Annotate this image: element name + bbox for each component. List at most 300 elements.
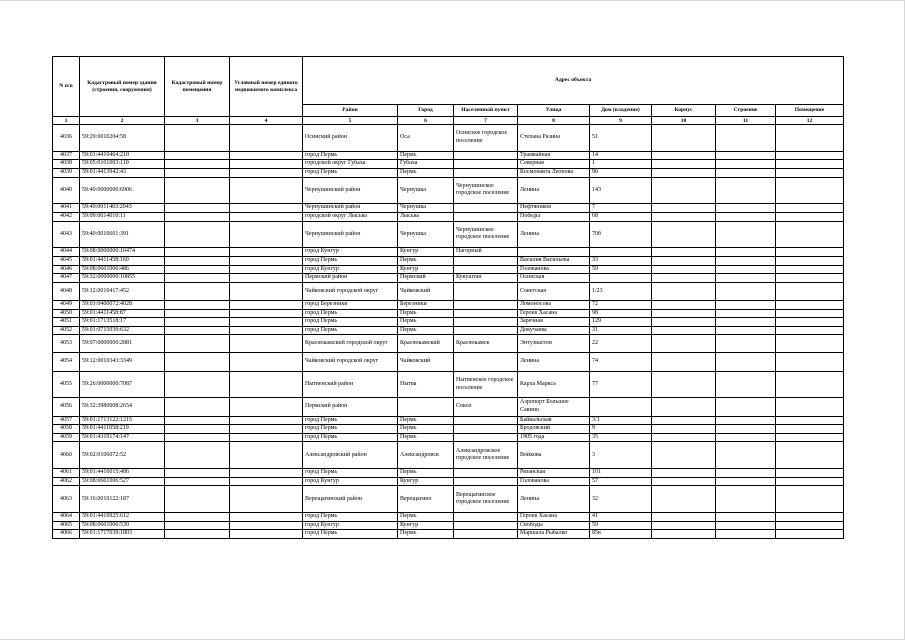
- settlement-cell: Осинское городское поселение: [454, 125, 518, 152]
- column-number-cell: 7: [454, 117, 518, 125]
- house-cell: 98: [590, 309, 652, 318]
- room-cadastral-cell: [165, 353, 230, 371]
- house-cell: 51: [590, 125, 652, 152]
- settlement-cell: [454, 326, 518, 335]
- conditional-number-cell: [230, 282, 303, 300]
- house-cell: 77: [590, 371, 652, 398]
- city-cell: Губаха: [398, 160, 454, 169]
- city-cell: Пермь: [398, 318, 454, 327]
- premises-cell: [776, 309, 844, 318]
- conditional-number-cell: [230, 371, 303, 398]
- premises-cell: [776, 300, 844, 309]
- cadastral-number-cell: 59:16:0010122:187: [80, 486, 165, 513]
- house-cell: 22: [590, 335, 652, 353]
- settlement-cell: Чернушинское городское поселение: [454, 177, 518, 204]
- row-number-cell: 4058: [53, 425, 80, 434]
- district-cell: Чайковский городской округ: [303, 282, 398, 300]
- conditional-number-cell: [230, 256, 303, 265]
- street-cell: Ленина: [518, 177, 590, 204]
- table-row: [53, 221, 844, 248]
- city-cell: Кунгур: [398, 248, 454, 257]
- city-cell: Пермь: [398, 530, 454, 539]
- korpus-cell: [652, 353, 716, 371]
- street-cell: Трамвайная: [518, 151, 590, 160]
- korpus-cell: [652, 256, 716, 265]
- room-cadastral-cell: [165, 335, 230, 353]
- settlement-cell: [454, 300, 518, 309]
- cadastral-number-cell: 59:07:0000000:2881: [80, 335, 165, 353]
- cadastral-number-cell: 59:12:0010417:452: [80, 282, 165, 300]
- structure-cell: [716, 151, 776, 160]
- conditional-number-cell: [230, 486, 303, 513]
- row-number-cell: 4056: [53, 398, 80, 416]
- structure-cell: [716, 221, 776, 248]
- house-cell: 72: [590, 300, 652, 309]
- cadastral-number-cell: 59:01:4410925:612: [80, 513, 165, 522]
- column-number-cell: 8: [518, 117, 590, 125]
- premises-cell: [776, 177, 844, 204]
- header-conditional-number: Условный номер единого недвижимого комплекса: [230, 57, 303, 117]
- row-number-cell: 4064: [53, 513, 80, 522]
- cadastral-number-cell: 59:08:0601006:530: [80, 521, 165, 530]
- district-cell: Верещагинский район: [303, 486, 398, 513]
- korpus-cell: [652, 398, 716, 416]
- conditional-number-cell: [230, 442, 303, 469]
- settlement-cell: [454, 212, 518, 221]
- street-cell: Ломоносова: [518, 300, 590, 309]
- row-number-cell: 4036: [53, 125, 80, 152]
- premises-cell: [776, 221, 844, 248]
- room-cadastral-cell: [165, 513, 230, 522]
- city-cell: Пермь: [398, 433, 454, 442]
- conditional-number-cell: [230, 513, 303, 522]
- district-cell: Пермский район: [303, 398, 398, 416]
- district-cell: город Кунгур: [303, 477, 398, 486]
- premises-cell: [776, 151, 844, 160]
- cadastral-number-cell: 59:01:1713518:17: [80, 318, 165, 327]
- city-cell: Пермь: [398, 309, 454, 318]
- room-cadastral-cell: [165, 425, 230, 434]
- house-cell: 101: [590, 469, 652, 478]
- conditional-number-cell: [230, 530, 303, 539]
- house-cell: 1/23: [590, 282, 652, 300]
- row-number-cell: 4048: [53, 282, 80, 300]
- header-city: Город: [398, 105, 454, 117]
- korpus-cell: [652, 442, 716, 469]
- row-number-cell: 4063: [53, 486, 80, 513]
- city-cell: Чернушка: [398, 204, 454, 213]
- street-cell: Аэропорт Большое Савино: [518, 398, 590, 416]
- row-number-cell: 4054: [53, 353, 80, 371]
- room-cadastral-cell: [165, 256, 230, 265]
- room-cadastral-cell: [165, 309, 230, 318]
- street-cell: Нефтяников: [518, 204, 590, 213]
- table-row: [53, 326, 844, 335]
- table-row: [53, 416, 844, 425]
- table-row: [53, 125, 844, 152]
- settlement-cell: [454, 425, 518, 434]
- table-row: [53, 425, 844, 434]
- structure-cell: [716, 513, 776, 522]
- house-cell: 129: [590, 318, 652, 327]
- settlement-cell: Краснокамск: [454, 335, 518, 353]
- table-row: [53, 486, 844, 513]
- structure-cell: [716, 274, 776, 283]
- table-row: [53, 353, 844, 371]
- conditional-number-cell: [230, 353, 303, 371]
- conditional-number-cell: [230, 469, 303, 478]
- premises-cell: [776, 530, 844, 539]
- district-cell: город Кунгур: [303, 248, 398, 257]
- city-cell: Кунгур: [398, 521, 454, 530]
- structure-cell: [716, 248, 776, 257]
- premises-cell: [776, 160, 844, 169]
- conditional-number-cell: [230, 521, 303, 530]
- street-cell: Советская: [518, 282, 590, 300]
- street-cell: Карла Маркса: [518, 371, 590, 398]
- city-cell: Чернушка: [398, 221, 454, 248]
- house-cell: 57: [590, 477, 652, 486]
- city-cell: Чернушка: [398, 177, 454, 204]
- column-number-cell: 2: [80, 117, 165, 125]
- district-cell: городской округ Губаха: [303, 160, 398, 169]
- structure-cell: [716, 433, 776, 442]
- room-cadastral-cell: [165, 398, 230, 416]
- cadastral-number-cell: 59:05:0101003:110: [80, 160, 165, 169]
- korpus-cell: [652, 469, 716, 478]
- city-cell: Пермь: [398, 326, 454, 335]
- settlement-cell: [454, 151, 518, 160]
- district-cell: Чернушинский район: [303, 221, 398, 248]
- row-number-cell: 4043: [53, 221, 80, 248]
- table-row: [53, 168, 844, 177]
- street-cell: Героев Хасана: [518, 309, 590, 318]
- settlement-cell: Верещагинское городское поселение: [454, 486, 518, 513]
- korpus-cell: [652, 335, 716, 353]
- room-cadastral-cell: [165, 221, 230, 248]
- premises-cell: [776, 248, 844, 257]
- house-cell: 14: [590, 151, 652, 160]
- settlement-cell: [454, 433, 518, 442]
- street-cell: Бродовский: [518, 425, 590, 434]
- cadastral-number-cell: 59:02:0106072:52: [80, 442, 165, 469]
- korpus-cell: [652, 318, 716, 327]
- cadastral-number-cell: 59:01:4416015:486: [80, 469, 165, 478]
- street-cell: 1905 года: [518, 433, 590, 442]
- column-number-cell: 11: [716, 117, 776, 125]
- cadastral-number-cell: 59:01:4413942:43: [80, 168, 165, 177]
- city-cell: Пермь: [398, 256, 454, 265]
- table-row: [53, 309, 844, 318]
- row-number-cell: 4047: [53, 274, 80, 283]
- premises-cell: [776, 425, 844, 434]
- street-cell: Докучаева: [518, 326, 590, 335]
- street-cell: Ленина: [518, 486, 590, 513]
- street-cell: Байкальская: [518, 416, 590, 425]
- korpus-cell: [652, 265, 716, 274]
- city-cell: Оса: [398, 125, 454, 152]
- premises-cell: [776, 469, 844, 478]
- table-row: [53, 335, 844, 353]
- conditional-number-cell: [230, 221, 303, 248]
- header-street: Улица: [518, 105, 590, 117]
- structure-cell: [716, 521, 776, 530]
- city-cell: Чайковский: [398, 282, 454, 300]
- house-cell: 32: [590, 486, 652, 513]
- district-cell: город Пермь: [303, 513, 398, 522]
- row-number-cell: 4053: [53, 335, 80, 353]
- premises-cell: [776, 168, 844, 177]
- table-row: [53, 204, 844, 213]
- row-number-cell: 4037: [53, 151, 80, 160]
- column-number-cell: 6: [398, 117, 454, 125]
- house-cell: 31: [590, 326, 652, 335]
- city-cell: Пермь: [398, 416, 454, 425]
- column-number-cell: 10: [652, 117, 716, 125]
- premises-cell: [776, 513, 844, 522]
- city-cell: Кунгур: [398, 265, 454, 274]
- structure-cell: [716, 309, 776, 318]
- table-row: [53, 530, 844, 539]
- house-cell: 41: [590, 513, 652, 522]
- conditional-number-cell: [230, 300, 303, 309]
- korpus-cell: [652, 204, 716, 213]
- conditional-number-cell: [230, 125, 303, 152]
- conditional-number-cell: [230, 265, 303, 274]
- header-cadastral-room: Кадастровый номер помещения: [165, 57, 230, 117]
- premises-cell: [776, 371, 844, 398]
- street-cell: Голованова: [518, 477, 590, 486]
- table-row: [53, 371, 844, 398]
- room-cadastral-cell: [165, 212, 230, 221]
- header-address: Адрес объекта: [303, 57, 844, 105]
- district-cell: город Пермь: [303, 425, 398, 434]
- cadastral-number-cell: 59:32:3980008:2654: [80, 398, 165, 416]
- city-cell: Пермский: [398, 274, 454, 283]
- settlement-cell: [454, 353, 518, 371]
- row-number-cell: 4052: [53, 326, 80, 335]
- cadastral-number-cell: 59:01:4411458:160: [80, 256, 165, 265]
- row-number-cell: 4065: [53, 521, 80, 530]
- conditional-number-cell: [230, 177, 303, 204]
- cadastral-number-cell: 59:01:1713122:1215: [80, 416, 165, 425]
- column-number-cell: 12: [776, 117, 844, 125]
- table-row: [53, 477, 844, 486]
- premises-cell: [776, 274, 844, 283]
- house-cell: [590, 274, 652, 283]
- header-korpus: Корпус: [652, 105, 716, 117]
- structure-cell: [716, 256, 776, 265]
- premises-cell: [776, 265, 844, 274]
- district-cell: город Пермь: [303, 151, 398, 160]
- district-cell: Нытвенский район: [303, 371, 398, 398]
- house-cell: 70б: [590, 221, 652, 248]
- house-cell: 59: [590, 521, 652, 530]
- conditional-number-cell: [230, 398, 303, 416]
- korpus-cell: [652, 168, 716, 177]
- house-cell: 7: [590, 204, 652, 213]
- street-cell: Космонавта Леонова: [518, 168, 590, 177]
- house-cell: 33: [590, 256, 652, 265]
- table-row: [53, 212, 844, 221]
- header-settlement: Населенный пункт: [454, 105, 518, 117]
- header-cadastral-building: Кадастровый номер здания (строения, сооружения): [80, 57, 165, 117]
- settlement-cell: Нагорный: [454, 248, 518, 257]
- settlement-cell: Кукуштан: [454, 274, 518, 283]
- structure-cell: [716, 416, 776, 425]
- conditional-number-cell: [230, 274, 303, 283]
- column-numbers-row: [53, 117, 844, 125]
- district-cell: город Пермь: [303, 256, 398, 265]
- district-cell: Пермский район: [303, 274, 398, 283]
- room-cadastral-cell: [165, 282, 230, 300]
- table-row: [53, 300, 844, 309]
- table-row: [53, 265, 844, 274]
- korpus-cell: [652, 513, 716, 522]
- room-cadastral-cell: [165, 318, 230, 327]
- korpus-cell: [652, 486, 716, 513]
- settlement-cell: Нытвенское городское поселение: [454, 371, 518, 398]
- settlement-cell: [454, 318, 518, 327]
- house-cell: 90: [590, 168, 652, 177]
- row-number-cell: 4042: [53, 212, 80, 221]
- premises-cell: [776, 256, 844, 265]
- city-cell: [398, 398, 454, 416]
- structure-cell: [716, 469, 776, 478]
- structure-cell: [716, 398, 776, 416]
- city-cell: Пермь: [398, 513, 454, 522]
- premises-cell: [776, 442, 844, 469]
- structure-cell: [716, 265, 776, 274]
- korpus-cell: [652, 530, 716, 539]
- korpus-cell: [652, 177, 716, 204]
- table-row: [53, 160, 844, 169]
- district-cell: городской округ Лысьва: [303, 212, 398, 221]
- settlement-cell: [454, 521, 518, 530]
- settlement-cell: [454, 282, 518, 300]
- premises-cell: [776, 486, 844, 513]
- row-number-cell: 4046: [53, 265, 80, 274]
- conditional-number-cell: [230, 433, 303, 442]
- cadastral-number-cell: 59:40:0011403:2043: [80, 204, 165, 213]
- column-number-cell: 3: [165, 117, 230, 125]
- structure-cell: [716, 486, 776, 513]
- settlement-cell: [454, 309, 518, 318]
- conditional-number-cell: [230, 151, 303, 160]
- property-register-table: [52, 56, 844, 539]
- settlement-cell: Чернушинское городское поселение: [454, 221, 518, 248]
- header-district: Район: [303, 105, 398, 117]
- street-cell: Северная: [518, 160, 590, 169]
- district-cell: Чайковский городской округ: [303, 353, 398, 371]
- premises-cell: [776, 318, 844, 327]
- structure-cell: [716, 442, 776, 469]
- room-cadastral-cell: [165, 469, 230, 478]
- column-number-cell: 5: [303, 117, 398, 125]
- district-cell: город Пермь: [303, 530, 398, 539]
- row-number-cell: 4038: [53, 160, 80, 169]
- header-num: N п/п: [53, 57, 80, 117]
- conditional-number-cell: [230, 309, 303, 318]
- house-cell: 59: [590, 265, 652, 274]
- room-cadastral-cell: [165, 125, 230, 152]
- structure-cell: [716, 425, 776, 434]
- district-cell: город Пермь: [303, 326, 398, 335]
- table-row: [53, 521, 844, 530]
- korpus-cell: [652, 300, 716, 309]
- conditional-number-cell: [230, 168, 303, 177]
- conditional-number-cell: [230, 477, 303, 486]
- cadastral-number-cell: 59:08:0601006:527: [80, 477, 165, 486]
- table-row: [53, 442, 844, 469]
- structure-cell: [716, 326, 776, 335]
- conditional-number-cell: [230, 335, 303, 353]
- table-row: [53, 282, 844, 300]
- structure-cell: [716, 160, 776, 169]
- cadastral-number-cell: 59:08:0000000:10474: [80, 248, 165, 257]
- row-number-cell: 4049: [53, 300, 80, 309]
- room-cadastral-cell: [165, 168, 230, 177]
- cadastral-number-cell: 59:08:0601006:486: [80, 265, 165, 274]
- premises-cell: [776, 398, 844, 416]
- house-cell: 68: [590, 212, 652, 221]
- cadastral-number-cell: 59:01:4411058:219: [80, 425, 165, 434]
- korpus-cell: [652, 326, 716, 335]
- column-number-cell: 1: [53, 117, 80, 125]
- premises-cell: [776, 335, 844, 353]
- district-cell: город Пермь: [303, 433, 398, 442]
- settlement-cell: [454, 168, 518, 177]
- structure-cell: [716, 212, 776, 221]
- header-premises: Помещение: [776, 105, 844, 117]
- district-cell: город Кунгур: [303, 521, 398, 530]
- korpus-cell: [652, 371, 716, 398]
- district-cell: Осинский район: [303, 125, 398, 152]
- house-cell: [590, 248, 652, 257]
- structure-cell: [716, 168, 776, 177]
- house-cell: 3: [590, 442, 652, 469]
- room-cadastral-cell: [165, 486, 230, 513]
- row-number-cell: 4055: [53, 371, 80, 398]
- table-row: [53, 398, 844, 416]
- korpus-cell: [652, 248, 716, 257]
- table-row: [53, 513, 844, 522]
- premises-cell: [776, 521, 844, 530]
- row-number-cell: 4050: [53, 309, 80, 318]
- street-cell: Ленина: [518, 221, 590, 248]
- table-row: [53, 433, 844, 442]
- room-cadastral-cell: [165, 177, 230, 204]
- row-number-cell: 4039: [53, 168, 80, 177]
- cadastral-number-cell: 59:29:0010204:58: [80, 125, 165, 152]
- cadastral-number-cell: 59:01:0715039:632: [80, 326, 165, 335]
- settlement-cell: [454, 204, 518, 213]
- table-row: [53, 469, 844, 478]
- settlement-cell: Александровское городское поселение: [454, 442, 518, 469]
- street-cell: Степана Разина: [518, 125, 590, 152]
- street-cell: Войкова: [518, 442, 590, 469]
- district-cell: город Пермь: [303, 168, 398, 177]
- header-structure: Строение: [716, 105, 776, 117]
- cadastral-number-cell: 59:01:4411458:87: [80, 309, 165, 318]
- room-cadastral-cell: [165, 326, 230, 335]
- row-number-cell: 4057: [53, 416, 80, 425]
- conditional-number-cell: [230, 160, 303, 169]
- settlement-cell: [454, 265, 518, 274]
- cadastral-number-cell: 59:01:4319174:147: [80, 433, 165, 442]
- house-cell: [590, 398, 652, 416]
- room-cadastral-cell: [165, 274, 230, 283]
